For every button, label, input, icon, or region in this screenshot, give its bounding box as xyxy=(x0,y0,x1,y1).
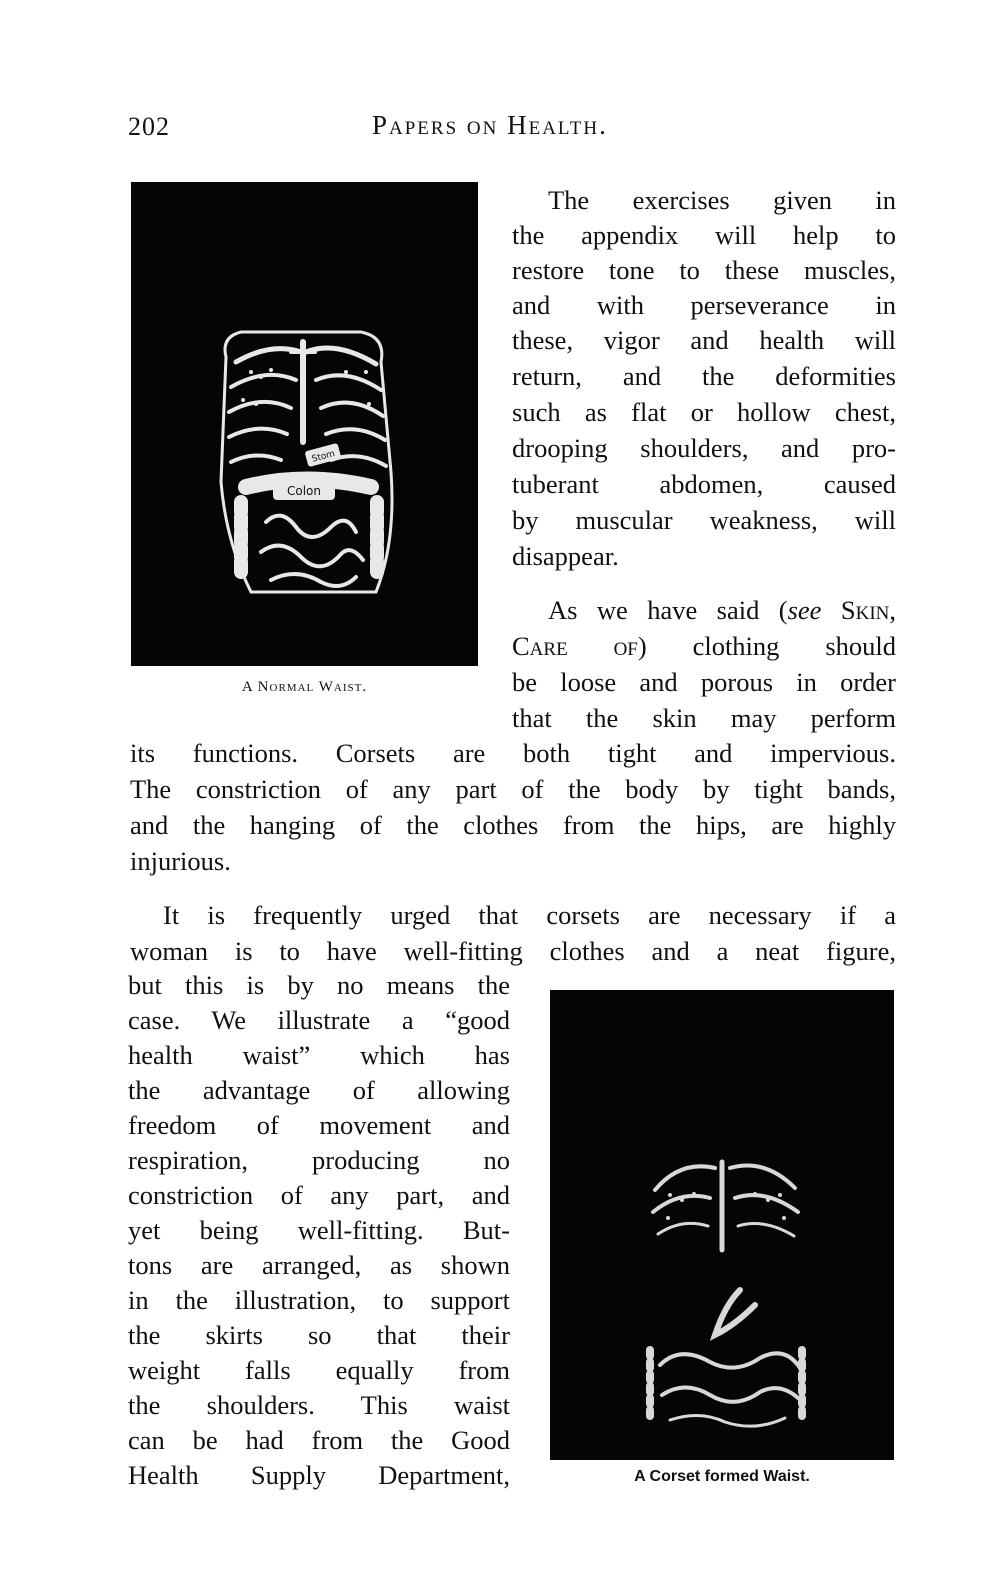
text-line: yet being well-fitting. But- xyxy=(128,1215,510,1245)
text-line: that the skin may perform xyxy=(512,703,896,733)
text-line: and with perseverance in xyxy=(512,290,896,320)
text-line: can be had from the Good xyxy=(128,1425,510,1455)
text-line: weight falls equally from xyxy=(128,1355,510,1385)
text-line: but this is by no means the xyxy=(128,970,510,1000)
text-line: such as flat or hollow chest, xyxy=(512,397,896,427)
text-line: return, and the deformities xyxy=(512,361,896,391)
text-fragment: see xyxy=(787,595,822,625)
text-line: Health Supply Department, xyxy=(128,1460,510,1490)
text-line: be loose and porous in order xyxy=(512,667,896,697)
text-fragment: Skin, xyxy=(821,595,896,625)
text-fragment: As we have said ( xyxy=(548,595,788,625)
text-line: restore tone to these muscles, xyxy=(512,255,896,285)
text-line: The constriction of any part of the body by tight bands, xyxy=(130,774,896,804)
text-line: the skirts so that their xyxy=(128,1320,510,1350)
text-line: the appendix will help to xyxy=(512,220,896,250)
text-line xyxy=(548,593,896,628)
text-line: injurious. xyxy=(130,846,231,876)
text-line: case. We illustrate a “good xyxy=(128,1005,510,1035)
text-line: It is frequently urged that corsets are necessary if a xyxy=(163,900,896,930)
text-line: woman is to have well-fitting clothes and a neat figure, xyxy=(130,936,896,966)
text-fragment: Care of xyxy=(512,631,638,661)
normal-waist-illustration xyxy=(131,182,478,666)
colon-label: Colon xyxy=(286,484,322,498)
text-line xyxy=(512,629,896,664)
text-line: and the hanging of the clothes from the hips, are highly xyxy=(130,810,896,840)
text-line: health waist” which has xyxy=(128,1040,510,1070)
text-line: respiration, producing no xyxy=(128,1145,510,1175)
text-line: its functions. Corsets are both tight and impervious. xyxy=(130,738,896,768)
text-line: constriction of any part, and xyxy=(128,1180,510,1210)
text-fragment: ) clothing should xyxy=(637,631,896,661)
stomach-label: Stom xyxy=(310,449,337,465)
text-line: the shoulders. This waist xyxy=(128,1390,510,1420)
page-number: 202 xyxy=(128,112,170,141)
text-line: The exercises given in xyxy=(548,185,896,215)
text-line: in the illustration, to support xyxy=(128,1285,510,1315)
running-title: Papers on Health. xyxy=(372,110,608,140)
text-line: tuberant abdomen, caused xyxy=(512,469,896,499)
text-line: tons are arranged, as shown xyxy=(128,1250,510,1280)
figure-caption-corset-waist: A Corset formed Waist. xyxy=(634,1468,810,1485)
text-line: disappear. xyxy=(512,541,619,571)
text-line: the advantage of allowing xyxy=(128,1075,510,1105)
text-line: by muscular weakness, will xyxy=(512,505,896,535)
text-line: these, vigor and health will xyxy=(512,325,896,355)
text-line: freedom of movement and xyxy=(128,1110,510,1140)
corset-waist-illustration xyxy=(550,990,894,1460)
text-line: drooping shoulders, and pro- xyxy=(512,433,896,463)
figure-caption-normal-waist: A Normal Waist. xyxy=(241,679,368,695)
